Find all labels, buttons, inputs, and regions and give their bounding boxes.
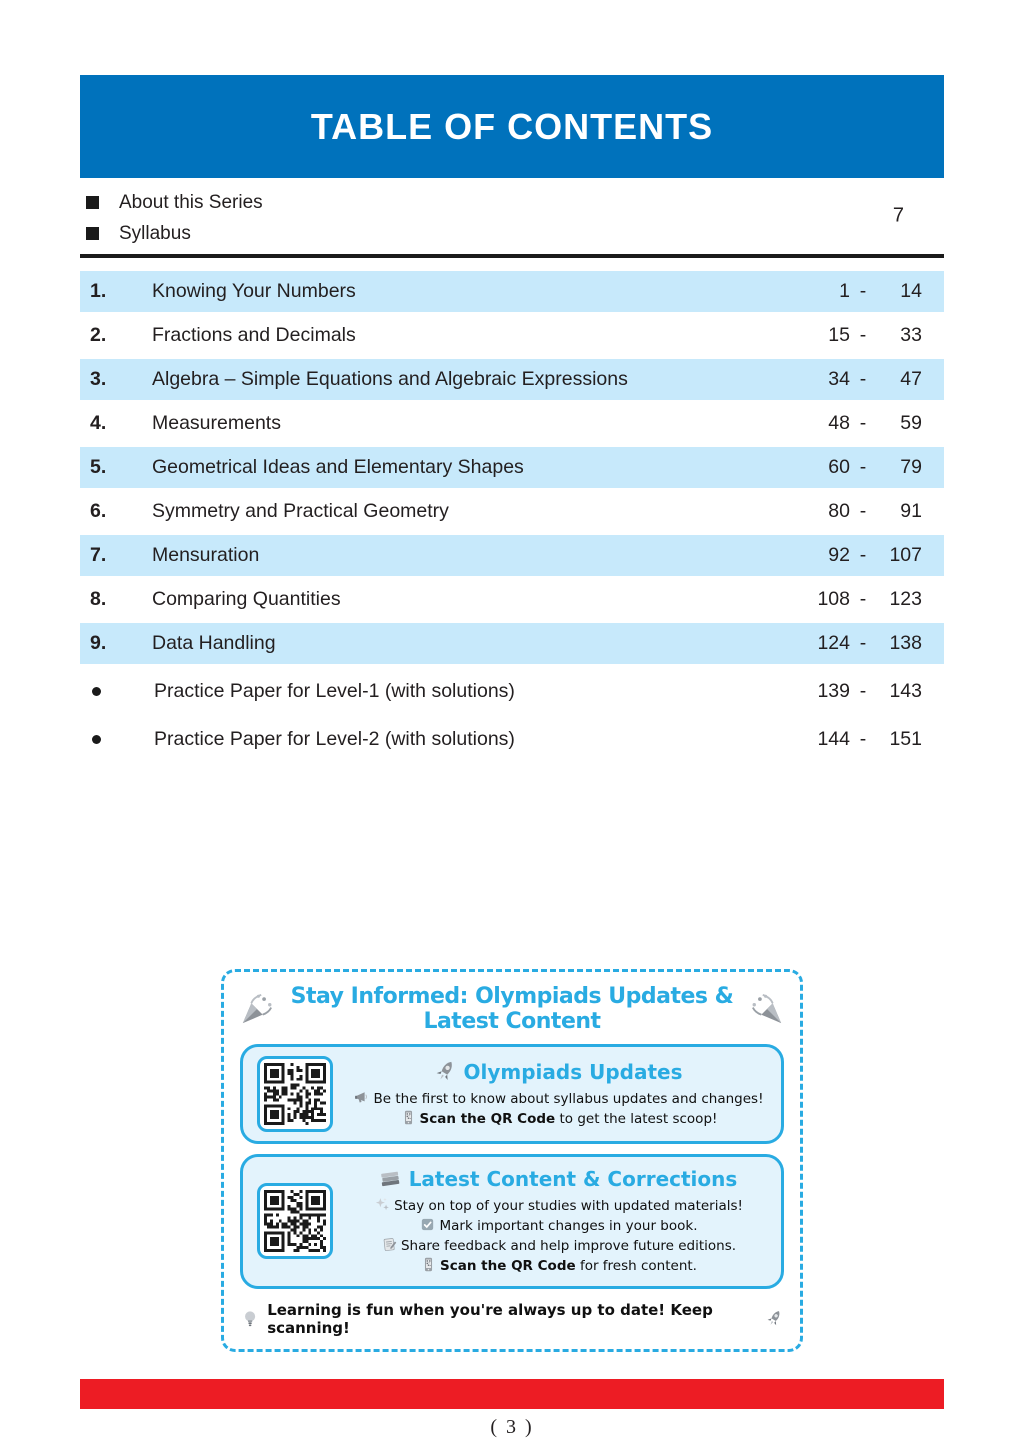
chapter-end-page: 14 bbox=[900, 280, 922, 302]
stay-informed-box bbox=[221, 969, 803, 1352]
olympiads-updates-card bbox=[240, 1044, 784, 1144]
checkbox-icon bbox=[419, 1216, 436, 1233]
card-line bbox=[347, 1089, 767, 1109]
toc-chapter-row bbox=[80, 491, 944, 532]
toc-chapter-row bbox=[80, 447, 944, 488]
chapter-start-page: 1 bbox=[839, 280, 850, 302]
toc-chapter-row bbox=[80, 579, 944, 620]
chapter-end-page: 107 bbox=[889, 544, 922, 566]
toc-chapter-row bbox=[80, 271, 944, 312]
circle-bullet bbox=[92, 687, 101, 696]
text-segment: to get the latest scoop! bbox=[555, 1111, 718, 1127]
toc-chapter-row bbox=[80, 403, 944, 444]
qr-code bbox=[264, 1190, 326, 1252]
chapter-title: Geometrical Ideas and Elementary Shapes bbox=[152, 456, 524, 478]
chapter-number: 6. bbox=[90, 500, 107, 522]
chapter-number: 5. bbox=[90, 456, 107, 478]
page-range-dash: - bbox=[859, 632, 867, 654]
square-bullet bbox=[86, 196, 99, 209]
front-matter-page-number: 7 bbox=[892, 204, 904, 227]
phone-icon bbox=[400, 1109, 417, 1126]
chapter-end-page: 47 bbox=[900, 368, 922, 390]
rocket-icon bbox=[432, 1059, 458, 1085]
practice-end-page: 151 bbox=[889, 727, 922, 750]
page-range-dash: - bbox=[859, 500, 867, 522]
chapter-title: Fractions and Decimals bbox=[152, 324, 356, 346]
page-range-dash: - bbox=[859, 544, 867, 566]
chapter-title: Symmetry and Practical Geometry bbox=[152, 500, 449, 522]
chapter-start-page: 15 bbox=[828, 324, 850, 346]
text-segment: Learning is fun when you're always up to date! Keep scanning! bbox=[267, 1300, 713, 1337]
bullet-cell bbox=[80, 687, 154, 696]
chapter-number: 1. bbox=[90, 280, 107, 302]
page-range-dash: - bbox=[859, 588, 867, 610]
chapter-start-page: 92 bbox=[828, 544, 850, 566]
stay-informed-title-row bbox=[240, 984, 784, 1034]
chapter-end-page: 59 bbox=[900, 412, 922, 434]
page-range-dash: - bbox=[859, 324, 867, 346]
megaphone-icon bbox=[354, 1089, 371, 1106]
card-line bbox=[347, 1196, 767, 1216]
front-matter-section bbox=[80, 178, 944, 258]
chapter-end-page: 79 bbox=[900, 456, 922, 478]
card-heading-icon-slot bbox=[377, 1167, 409, 1191]
page-content bbox=[80, 0, 944, 1439]
chapter-start-page: 108 bbox=[817, 588, 850, 610]
chapter-title: Knowing Your Numbers bbox=[152, 280, 356, 302]
page-title: TABLE OF CONTENTS bbox=[310, 105, 714, 147]
chapter-end-page: 91 bbox=[900, 500, 922, 522]
chapter-title: Mensuration bbox=[152, 544, 260, 566]
text-segment: Scan the QR Code bbox=[440, 1258, 576, 1275]
party-popper-icon bbox=[240, 992, 274, 1026]
front-matter-row bbox=[86, 187, 944, 218]
page-range-dash: - bbox=[859, 456, 867, 478]
footer-red-bar bbox=[80, 1379, 944, 1409]
memo-icon bbox=[381, 1236, 398, 1253]
practice-paper-row bbox=[80, 715, 944, 763]
toc-chapter-row bbox=[80, 315, 944, 356]
chapter-start-page: 124 bbox=[817, 632, 850, 654]
chapter-list bbox=[80, 271, 944, 664]
card-heading-text: Olympiads Updates bbox=[463, 1059, 683, 1084]
card-line bbox=[347, 1256, 767, 1276]
card-body bbox=[347, 1166, 767, 1277]
card-heading bbox=[347, 1166, 767, 1192]
chapter-start-page: 48 bbox=[828, 412, 850, 434]
practice-paper-title: Practice Paper for Level-1 (with solutions) bbox=[154, 679, 515, 702]
practice-paper-list bbox=[80, 667, 944, 763]
page-range-dash: - bbox=[859, 679, 867, 702]
text-segment: Scan the QR Code bbox=[419, 1111, 556, 1127]
qr-code bbox=[264, 1063, 326, 1125]
chapter-number: 8. bbox=[90, 588, 107, 610]
card-body bbox=[347, 1059, 767, 1129]
square-bullet bbox=[86, 227, 99, 240]
stay-informed-footer bbox=[240, 1301, 784, 1337]
page-range-dash: - bbox=[859, 368, 867, 390]
card-line bbox=[347, 1109, 767, 1129]
text-segment: for fresh content. bbox=[575, 1258, 697, 1275]
chapter-number: 7. bbox=[90, 544, 107, 566]
text-segment: Share feedback and help improve future editions. bbox=[400, 1238, 737, 1255]
phone-icon bbox=[420, 1256, 437, 1273]
chapter-title: Measurements bbox=[152, 412, 281, 434]
page-range-dash: - bbox=[859, 412, 867, 434]
card-lines bbox=[347, 1089, 767, 1129]
circle-bullet bbox=[92, 735, 101, 744]
text-segment: Be the first to know about syllabus updates and changes! bbox=[373, 1090, 764, 1107]
practice-paper-row bbox=[80, 667, 944, 715]
toc-chapter-row bbox=[80, 359, 944, 400]
toc-chapter-row bbox=[80, 623, 944, 664]
page-number: ( 3 ) bbox=[490, 1415, 534, 1438]
books-icon bbox=[377, 1166, 403, 1192]
chapter-start-page: 60 bbox=[828, 456, 850, 478]
text-segment: Mark important changes in your book. bbox=[439, 1218, 698, 1235]
lightbulb-icon bbox=[240, 1308, 260, 1330]
rocket-icon bbox=[764, 1308, 784, 1330]
qr-code-frame bbox=[257, 1056, 333, 1132]
party-popper-icon bbox=[750, 992, 784, 1026]
page-range-dash: - bbox=[859, 280, 867, 302]
practice-end-page: 143 bbox=[889, 679, 922, 702]
chapter-start-page: 80 bbox=[828, 500, 850, 522]
chapter-end-page: 33 bbox=[900, 324, 922, 346]
card-heading bbox=[347, 1059, 767, 1085]
card-line bbox=[347, 1236, 767, 1256]
qr-code-frame bbox=[257, 1183, 333, 1259]
practice-start-page: 139 bbox=[817, 679, 850, 702]
bullet-cell bbox=[80, 735, 154, 744]
toc-chapter-row bbox=[80, 535, 944, 576]
text-segment: Stay on top of your studies with updated materials! bbox=[394, 1198, 743, 1214]
stay-informed-title: Stay Informed: Olympiads Updates & Latest Content bbox=[290, 984, 734, 1034]
chapter-title: Comparing Quantities bbox=[152, 588, 341, 610]
chapter-end-page: 138 bbox=[889, 632, 922, 654]
front-matter-label: Syllabus bbox=[119, 222, 191, 244]
chapter-end-page: 123 bbox=[889, 588, 922, 610]
practice-start-page: 144 bbox=[817, 727, 850, 750]
card-heading-text: Latest Content & Corrections bbox=[408, 1167, 738, 1191]
practice-paper-title: Practice Paper for Level-2 (with solutions) bbox=[154, 727, 515, 750]
chapter-number: 3. bbox=[90, 368, 107, 390]
front-matter-label: About this Series bbox=[119, 191, 263, 213]
chapter-start-page: 34 bbox=[828, 368, 850, 390]
chapter-title: Data Handling bbox=[152, 632, 276, 654]
card-lines bbox=[347, 1196, 767, 1277]
card-heading-icon-slot bbox=[432, 1060, 464, 1084]
card-line bbox=[347, 1216, 767, 1236]
chapter-number: 4. bbox=[90, 412, 107, 434]
latest-content-card bbox=[240, 1154, 784, 1289]
chapter-number: 9. bbox=[90, 632, 107, 654]
chapter-number: 2. bbox=[90, 324, 107, 346]
front-matter-row bbox=[86, 218, 944, 249]
chapter-title: Algebra – Simple Equations and Algebraic Expressions bbox=[152, 368, 628, 390]
page-range-dash: - bbox=[859, 727, 867, 750]
toc-header-banner bbox=[80, 75, 944, 178]
sparkles-icon bbox=[374, 1196, 391, 1213]
